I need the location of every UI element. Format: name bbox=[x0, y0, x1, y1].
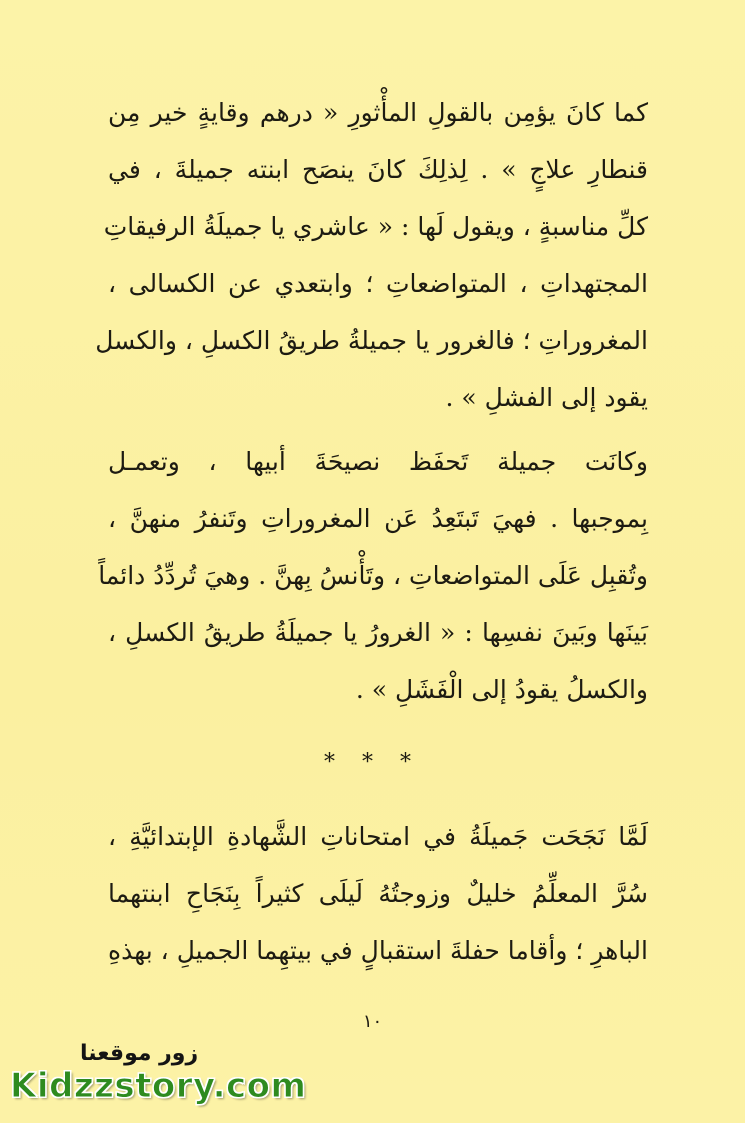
text-line: يقود إلى الفشلِ » . bbox=[445, 383, 648, 412]
text-line: والكسلُ يقودُ إلى الْفَشَلِ » . bbox=[355, 675, 648, 704]
text-line: سُرَّ المعلِّمُ خليلٌ وزوجتُهُ لَيلَى كثيراً بِنَجَاحِ ابنتهما bbox=[108, 879, 648, 908]
watermark-caption: زور موقعنا bbox=[80, 1041, 199, 1066]
text-line: المغروراتِ ؛ فالغرور يا جميلةُ طريقُ الكسلِ ، والكسل bbox=[95, 326, 648, 355]
text-line: قنطارِ علاجٍ » . لِذلِكَ كانَ ينصَح ابنته جميلةَ ، في bbox=[108, 155, 648, 184]
text-line: بَينَها وبَينَ نفسِها : « الغرورُ يا جميلَةُ طريقُ الكسلِ ، bbox=[108, 618, 648, 647]
text-line: وكانَت جميلة تَحفَظ نصيحَةَ أبيها ، وتعمـل bbox=[108, 447, 648, 476]
watermark-site-logo: Kidzzstory.com bbox=[10, 1066, 307, 1106]
text-line: كما كانَ يؤمِن بالقولِ المأْثورِ « درهم وقايةٍ خير مِن bbox=[108, 98, 648, 127]
text-line: المجتهداتِ ، المتواضعاتِ ؛ وابتعدي عن الكسالى ، bbox=[108, 269, 648, 298]
text-line: وتُقبِل عَلَى المتواضعاتِ ، وتَأْنسُ بِهنَّ . وهيَ تُردِّدُ دائماً bbox=[98, 561, 648, 590]
text-line: كلِّ مناسبةٍ ، ويقول لَها : « عاشري يا جميلَةُ الرفيقاتِ bbox=[103, 212, 648, 241]
text-line: بِموجبها . فهيَ تَبتَعِدُ عَن المغروراتِ وتَنفرُ منهنَّ ، bbox=[108, 504, 648, 533]
paragraph-2 bbox=[98, 433, 648, 718]
text-line: الباهرِ ؛ وأقاما حفلةَ استقبالٍ في بيتهِما الجميلِ ، بهذهِ bbox=[108, 936, 648, 965]
paragraph-3 bbox=[108, 808, 648, 979]
section-separator: * * * bbox=[324, 750, 421, 775]
paragraph-1 bbox=[95, 84, 648, 426]
page-number: ١٠ bbox=[362, 1011, 383, 1032]
text-line: لَمَّا نَجَحَت جَميلَةُ في امتحاناتِ الشَّهادةِ الإبتدائيَّةِ ، bbox=[108, 822, 648, 851]
